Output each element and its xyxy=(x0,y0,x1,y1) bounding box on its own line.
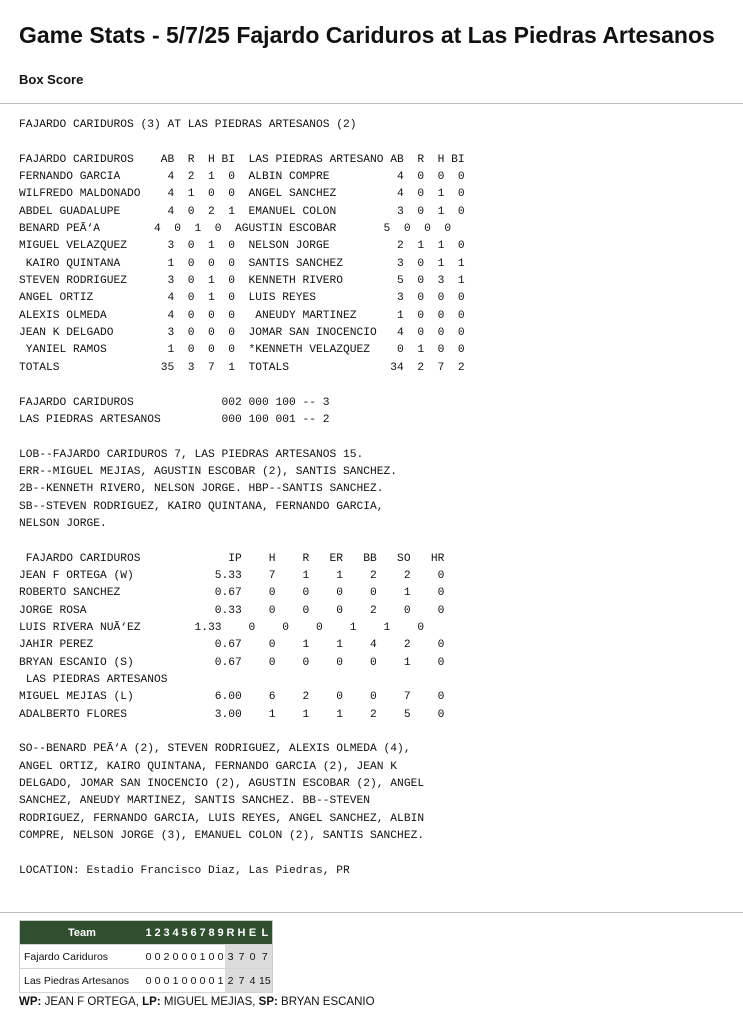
page-title: Game Stats - 5/7/25 Fajardo Cariduros at Las Piedras Artesanos xyxy=(19,22,715,48)
lp-label: LP: xyxy=(142,996,161,1008)
box-score-line: ALEXIS OLMEDA 4 0 0 0 ANEUDY MARTINEZ 1 0 0 0 xyxy=(19,309,465,322)
winning-pitcher: JEAN F ORTEGA, xyxy=(44,996,139,1008)
box-score-line: FAJARDO CARIDUROS (3) AT LAS PIEDRAS ARTESANOS (2) xyxy=(19,119,357,131)
box-score-line: JEAN K DELGADO 3 0 0 0 JOMAR SAN INOCENCIO 4 0 0 0 xyxy=(19,327,465,340)
linescore-inning-cell: 0 xyxy=(144,969,153,993)
box-score-line: BENARD PEÃ‘A 4 0 1 0 AGUSTIN ESCOBAR 5 0 0 0 xyxy=(19,223,452,236)
pitching-decisions xyxy=(19,996,375,1008)
box-score-line: LAS PIEDRAS ARTESANOS 000 100 001 -- 2 xyxy=(19,413,330,426)
box-score-line: ANGEL ORTIZ 4 0 1 0 LUIS REYES 3 0 0 0 xyxy=(19,292,465,305)
linescore-total-cell: 3 xyxy=(225,945,236,969)
box-score-line: 2B--KENNETH RIVERO, NELSON JORGE. HBP--SANTIS SANCHEZ. xyxy=(19,483,384,496)
linescore-team-name: Fajardo Cariduros xyxy=(20,945,145,969)
linescore-total-cell: 4 xyxy=(247,969,258,993)
section-heading-box-score: Box Score xyxy=(19,72,84,87)
linescore-header-col: 2 xyxy=(153,921,162,945)
box-score-line: MIGUEL VELAZQUEZ 3 0 1 0 NELSON JORGE 2 1 1 0 xyxy=(19,240,465,253)
box-score-line: SANCHEZ, ANEUDY MARTINEZ, SANTIS SANCHEZ. BB--STEVEN xyxy=(19,795,371,808)
linescore-row xyxy=(20,969,273,993)
linescore-header-col: 4 xyxy=(171,921,180,945)
box-score-line: ABDEL GUADALUPE 4 0 2 1 EMANUEL COLON 3 0 1 0 xyxy=(19,205,465,218)
linescore-inning-cell: 0 xyxy=(189,969,198,993)
linescore-header-col: E xyxy=(247,921,258,945)
linescore-total-cell: 15 xyxy=(258,969,272,993)
box-score-line: LOCATION: Estadio Francisco Diaz, Las Piedras, PR xyxy=(19,864,350,877)
box-score-line: ADALBERTO FLORES 3.00 1 1 1 2 5 0 xyxy=(19,708,445,721)
linescore-team-name: Las Piedras Artesanos xyxy=(20,969,145,993)
linescore-inning-cell: 0 xyxy=(207,969,216,993)
box-score-line: RODRIGUEZ, FERNANDO GARCIA, LUIS REYES, ANGEL SANCHEZ, ALBIN xyxy=(19,812,425,825)
linescore-inning-cell: 1 xyxy=(198,945,207,969)
linescore-total-cell: 7 xyxy=(258,945,272,969)
box-score-line: FERNANDO GARCIA 4 2 1 0 ALBIN COMPRE 4 0 0 0 xyxy=(19,171,465,184)
linescore-total-cell: 2 xyxy=(225,969,236,993)
linescore-header-team: Team xyxy=(20,921,145,945)
box-score-line: KAIRO QUINTANA 1 0 0 0 SANTIS SANCHEZ 3 0 1 1 xyxy=(19,257,465,270)
losing-pitcher: MIGUEL MEJIAS, xyxy=(163,996,256,1008)
box-score-line: STEVEN RODRIGUEZ 3 0 1 0 KENNETH RIVERO 5 0 3 1 xyxy=(19,275,465,288)
box-score-line: ERR--MIGUEL MEJIAS, AGUSTIN ESCOBAR (2), SANTIS SANCHEZ. xyxy=(19,465,398,478)
linescore-inning-cell: 0 xyxy=(153,945,162,969)
box-score-line: TOTALS 35 3 7 1 TOTALS 34 2 7 2 xyxy=(19,361,465,374)
divider xyxy=(0,103,743,104)
box-score-text xyxy=(19,117,465,880)
divider xyxy=(0,912,743,913)
linescore-row xyxy=(20,945,273,969)
linescore-inning-cell: 1 xyxy=(171,969,180,993)
linescore-total-cell: 7 xyxy=(236,969,247,993)
box-score-line: MIGUEL MEJIAS (L) 6.00 6 2 0 0 7 0 xyxy=(19,691,445,704)
box-score-line: BRYAN ESCANIO (S) 0.67 0 0 0 0 1 0 xyxy=(19,656,445,669)
box-score-line: JAHIR PEREZ 0.67 0 1 1 4 2 0 xyxy=(19,639,445,652)
linescore-header-col: 8 xyxy=(207,921,216,945)
box-score-line: COMPRE, NELSON JORGE (3), EMANUEL COLON (2), SANTIS SANCHEZ. xyxy=(19,830,425,843)
box-score-line: FAJARDO CARIDUROS IP H R ER BB SO HR xyxy=(19,552,445,565)
box-score-line: WILFREDO MALDONADO 4 1 0 0 ANGEL SANCHEZ 4 0 1 0 xyxy=(19,188,465,201)
linescore-total-cell: 7 xyxy=(236,945,247,969)
linescore-total-cell: 0 xyxy=(247,945,258,969)
linescore-header-col: 7 xyxy=(198,921,207,945)
linescore-header-col: L xyxy=(258,921,272,945)
box-score-line: SB--STEVEN RODRIGUEZ, KAIRO QUINTANA, FERNANDO GARCIA, xyxy=(19,500,384,513)
box-score-line: JORGE ROSA 0.33 0 0 0 2 0 0 xyxy=(19,604,445,617)
linescore-inning-cell: 2 xyxy=(162,945,171,969)
wp-label: WP: xyxy=(19,996,42,1008)
box-score-line: ANGEL ORTIZ, KAIRO QUINTANA, FERNANDO GARCIA (2), JEAN K xyxy=(19,760,398,773)
box-score-line: YANIEL RAMOS 1 0 0 0 *KENNETH VELAZQUEZ 0 1 0 0 xyxy=(19,344,465,357)
box-score-line: NELSON JORGE. xyxy=(19,517,107,530)
linescore-header-col: 9 xyxy=(216,921,225,945)
linescore-inning-cell: 0 xyxy=(153,969,162,993)
linescore-table xyxy=(19,920,273,993)
linescore-header-col: 3 xyxy=(162,921,171,945)
box-score-line: LAS PIEDRAS ARTESANOS xyxy=(19,674,168,686)
linescore-inning-cell: 0 xyxy=(171,945,180,969)
linescore-inning-cell: 0 xyxy=(180,945,189,969)
linescore-inning-cell: 0 xyxy=(216,945,225,969)
linescore-header-col: 5 xyxy=(180,921,189,945)
linescore-header-row xyxy=(20,921,273,945)
linescore-inning-cell: 0 xyxy=(198,969,207,993)
linescore-header-col: R xyxy=(225,921,236,945)
save-pitcher: BRYAN ESCANIO xyxy=(281,996,375,1008)
linescore-inning-cell: 0 xyxy=(144,945,153,969)
linescore-inning-cell: 0 xyxy=(162,969,171,993)
box-score-line: FAJARDO CARIDUROS AB R H BI LAS PIEDRAS ARTESANO AB R H BI xyxy=(19,153,465,166)
box-score-line: DELGADO, JOMAR SAN INOCENCIO (2), AGUSTIN ESCOBAR (2), ANGEL xyxy=(19,778,425,791)
linescore-header-col: 6 xyxy=(189,921,198,945)
linescore-header-col: 1 xyxy=(144,921,153,945)
box-score-line: LOB--FAJARDO CARIDUROS 7, LAS PIEDRAS ARTESANOS 15. xyxy=(19,448,364,461)
box-score-line: FAJARDO CARIDUROS 002 000 100 -- 3 xyxy=(19,396,330,409)
sp-label: SP: xyxy=(258,996,278,1008)
box-score-line: JEAN F ORTEGA (W) 5.33 7 1 1 2 2 0 xyxy=(19,569,445,582)
linescore-inning-cell: 1 xyxy=(216,969,225,993)
linescore-inning-cell: 0 xyxy=(180,969,189,993)
linescore-inning-cell: 0 xyxy=(207,945,216,969)
linescore-header-col: H xyxy=(236,921,247,945)
box-score-line: SO--BENARD PEÃ‘A (2), STEVEN RODRIGUEZ, ALEXIS OLMEDA (4), xyxy=(19,743,411,756)
linescore-inning-cell: 0 xyxy=(189,945,198,969)
box-score-line: ROBERTO SANCHEZ 0.67 0 0 0 0 1 0 xyxy=(19,587,445,600)
box-score-line: LUIS RIVERA NUÃ‘EZ 1.33 0 0 0 1 1 0 xyxy=(19,621,425,634)
